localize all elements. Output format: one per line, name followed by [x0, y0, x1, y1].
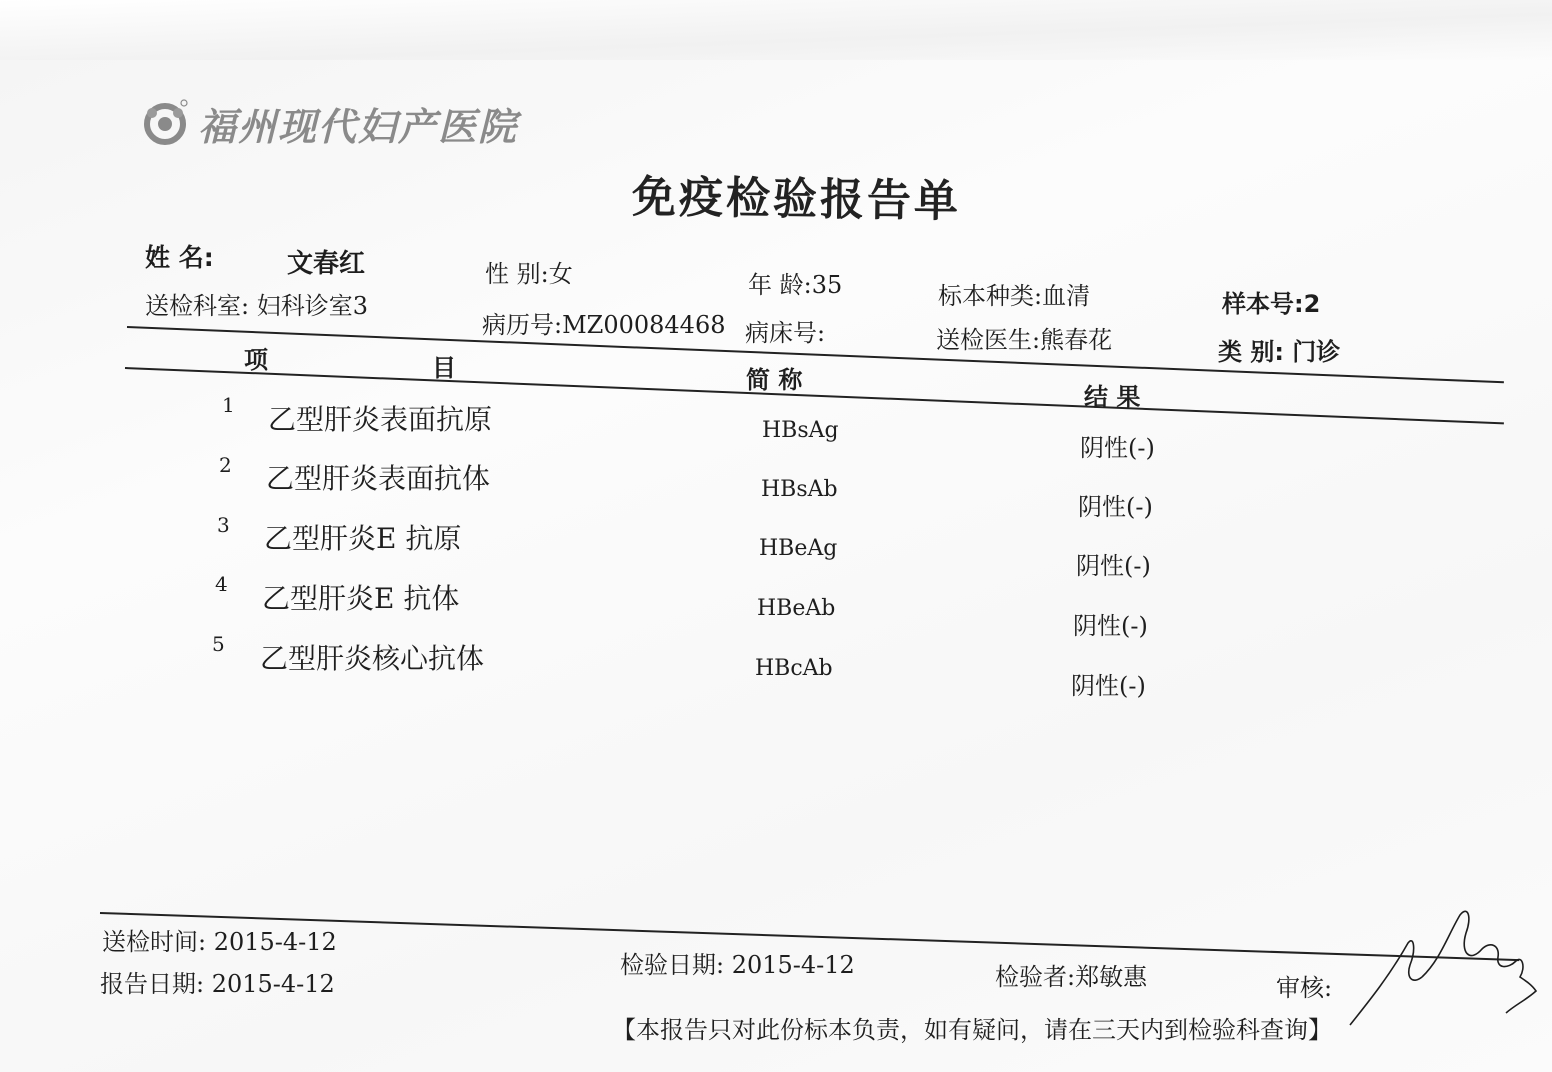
- test-abbr: HBeAg: [759, 536, 838, 561]
- test-abbr: HBcAb: [755, 656, 833, 681]
- sample-number: 样本号:2: [1222, 290, 1321, 318]
- col-header-item-right: 目: [432, 354, 456, 382]
- patient-gender: 性 别:女: [485, 260, 573, 288]
- test-result: 阴性(-): [1073, 612, 1148, 640]
- report-date: 报告日期: 2015-4-12: [100, 970, 335, 998]
- bed-number: 病床号:: [745, 319, 826, 347]
- test-abbr: HBsAb: [761, 477, 838, 502]
- tester: 检验者:郑敏惠: [995, 963, 1148, 991]
- test-name: 乙型肝炎E 抗原: [264, 522, 462, 555]
- row-number: 4: [215, 572, 228, 596]
- record-number: 病历号:MZ00084468: [482, 311, 726, 339]
- test-name: 乙型肝炎核心抗体: [260, 642, 485, 675]
- hospital-emblem-icon: [140, 99, 190, 149]
- hospital-logo: [140, 96, 518, 151]
- hospital-name: 福州现代妇产医院: [198, 105, 519, 149]
- test-result: 阴性(-): [1071, 672, 1146, 700]
- test-name: 乙型肝炎表面抗体: [266, 462, 491, 495]
- test-abbr: HBsAg: [762, 418, 839, 443]
- test-abbr: HBeAb: [757, 596, 836, 621]
- report-title: 免疫检验报告单: [631, 171, 962, 228]
- requesting-doctor: 送检医生:熊春花: [936, 326, 1113, 354]
- patient-name-value: 文春红: [287, 249, 366, 279]
- row-number: 1: [222, 393, 235, 417]
- col-header-result: 结 果: [1084, 383, 1141, 411]
- reviewer-label: 审核:: [1276, 974, 1333, 1002]
- test-result: 阴性(-): [1080, 434, 1155, 462]
- paper-crease: [0, 0, 1552, 60]
- visit-category: 类 别: 门诊: [1218, 338, 1341, 366]
- col-header-item-left: 项: [244, 346, 268, 374]
- department: 送检科室: 妇科诊室3: [145, 292, 368, 320]
- test-result: 阴性(-): [1076, 552, 1151, 580]
- submit-time: 送检时间: 2015-4-12: [102, 928, 337, 956]
- test-name: 乙型肝炎E 抗体: [262, 582, 460, 615]
- test-name: 乙型肝炎表面抗原: [268, 403, 493, 436]
- patient-age: 年 龄:35: [748, 271, 843, 299]
- specimen-type: 标本种类:血清: [938, 282, 1091, 310]
- row-number: 3: [217, 513, 230, 537]
- reviewer-signature: [1330, 905, 1540, 1035]
- test-result: 阴性(-): [1078, 493, 1153, 521]
- col-header-abbr: 简 称: [746, 366, 803, 394]
- disclaimer: 【本报告只对此份标本负责，如有疑问，请在三天内到检验科查询】: [612, 1016, 1332, 1044]
- row-number: 5: [212, 632, 225, 656]
- test-date: 检验日期: 2015-4-12: [620, 951, 855, 979]
- row-number: 2: [219, 453, 232, 477]
- patient-name-label: 姓 名:: [145, 243, 214, 272]
